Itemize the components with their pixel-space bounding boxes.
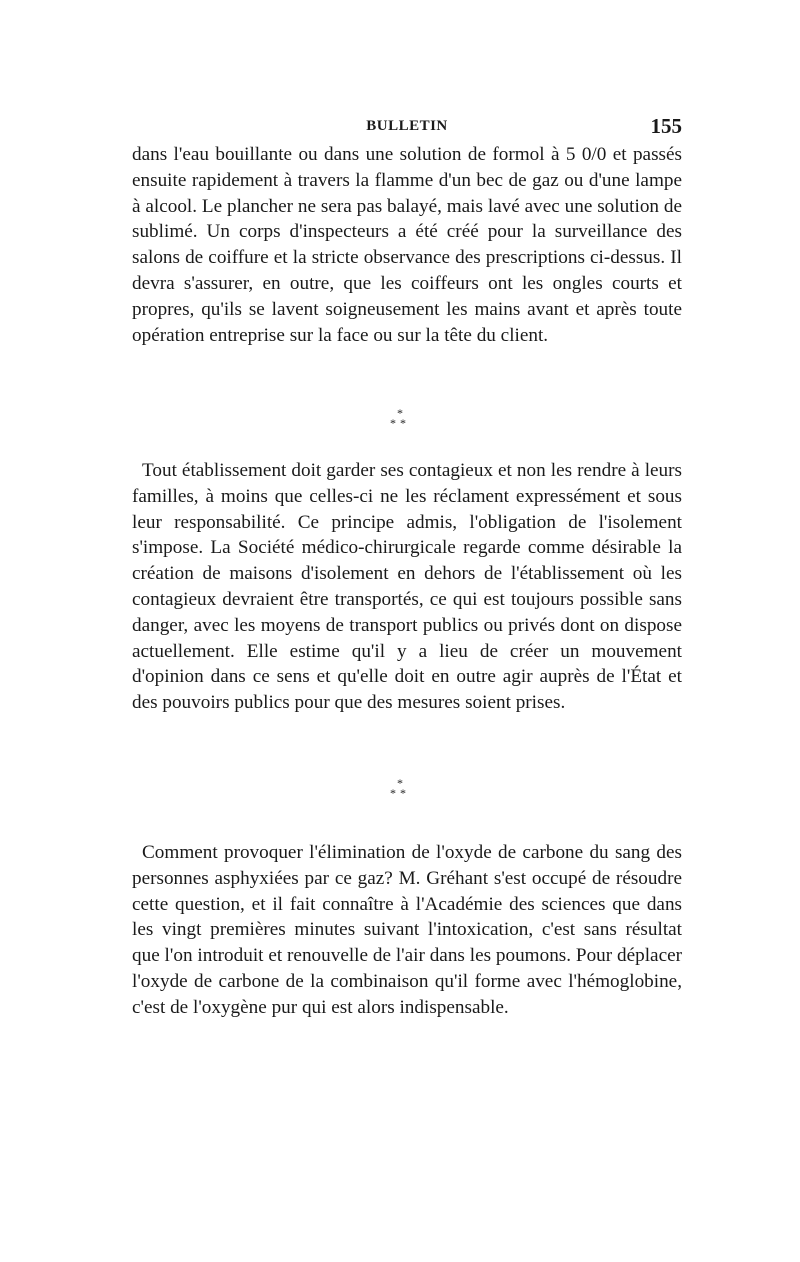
asterism-top-star: * [397, 406, 403, 420]
paragraph-2: Tout établissement doit garder ses contagieux et non les rendre à leurs familles, à moins que celles-ci ne les réclament expressément et sous leur responsabilité. Ce principe admis, l'obligation de l'isolement s'impose. La Société médico-chirurgicale regarde comme désirable la création de maisons d'isolement en dehors de l'établissement où les contagieux devraient être transportés, ce qui est toujours possible sans danger, avec les moyens de transport publics ou privés dont on dispose actuellement. Elle estime qu'il y a lieu de créer un mouvement d'opinion dans ce sens et qu'elle doit en outre agir auprès de l'État et des pouvoirs publics pour que des mesures soient prises. [132, 460, 682, 714]
asterism-bottom-stars: ** [390, 786, 410, 800]
section-separator-asterism [380, 778, 420, 808]
paragraph-1: dans l'eau bouillante ou dans une solution de formol à 5 0/0 et passés ensuite rapidement à travers la flamme d'un bec de gaz ou d'une lampe à alcool. Le plancher ne sera pas balayé, mais lavé avec une solution de sublimé. Un corps d'inspecteurs a été créé pour la surveillance des salons de coiffure et la stricte observance des prescriptions ci-dessus. Il devra s'assurer, en outre, que les coiffeurs ont les ongles courts et propres, qu'ils se lavent soigneusement les mains avant et après toute opération entreprise sur la face ou sur la tête du client. [132, 144, 682, 346]
asterism-top-star: * [397, 776, 403, 790]
paragraph-3: Comment provoquer l'élimination de l'oxyde de carbone du sang des personnes asphyxiées par ce gaz? M. Gréhant s'est occupé de résoudre cette question, et il fait connaître à l'Académie des sciences que dans les vingt premières minutes suivant l'intoxication, c'est sans résultat que l'on introduit et renouvelle de l'air dans les poumons. Pour déplacer l'oxyde de carbone de la combinaison qu'il forme avec l'hémoglobine, c'est de l'oxygène pur qui est alors indispensable. [132, 842, 682, 1018]
page-header [132, 114, 682, 140]
running-title: BULLETIN [366, 118, 448, 134]
asterism-bottom-stars: ** [390, 416, 410, 430]
page-number: 155 [650, 114, 682, 138]
section-separator-asterism [380, 408, 420, 438]
